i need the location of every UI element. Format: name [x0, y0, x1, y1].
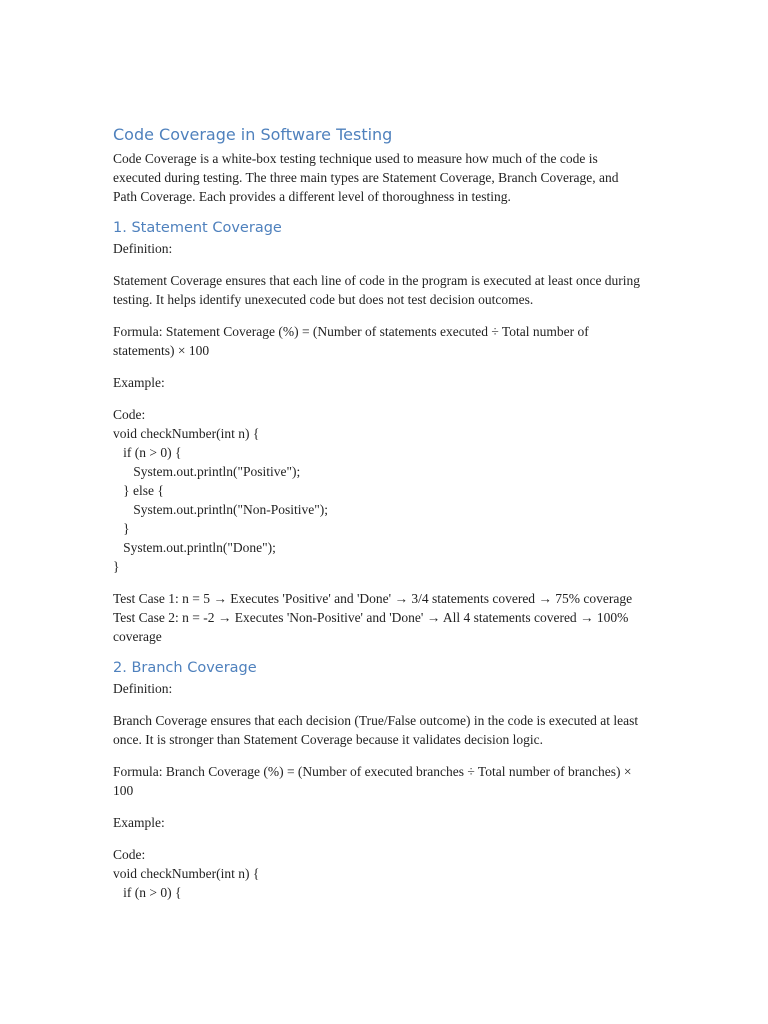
code-block	[113, 845, 643, 902]
section-heading-statement-coverage: 1. Statement Coverage	[113, 220, 282, 236]
definition-paragraph: Statement Coverage ensures that each line of code in the program is executed at least once during testing. It helps identify unexecuted code but does not test decision outcomes.	[113, 273, 641, 307]
code-label: Code:	[113, 847, 146, 862]
definition-paragraph: Branch Coverage ensures that each decision (True/False outcome) in the code is executed at least once. It is stronger than Statement Coverage because it validates decision logic.	[113, 713, 639, 747]
code-line: void checkNumber(int n) {	[113, 866, 260, 881]
section-heading-branch-coverage: 2. Branch Coverage	[113, 660, 257, 676]
intro-paragraph: Code Coverage is a white-box testing technique used to measure how much of the code is executed during testing. The three main types are Statement Coverage, Branch Coverage, and Path Coverage. Each provides a different level of thoroughness in testing.	[113, 151, 619, 204]
test-case-2: Test Case 2: n = -2 → Executes 'Non-Positive' and 'Done' → All 4 statements covered → 100% coverage	[113, 610, 629, 644]
code-line: } else {	[113, 483, 164, 498]
code-block	[113, 405, 643, 576]
code-line: }	[113, 521, 130, 536]
example-label: Example:	[113, 375, 165, 390]
code-line: System.out.println("Non-Positive");	[113, 502, 329, 517]
code-line: System.out.println("Done");	[113, 540, 276, 555]
example-label: Example:	[113, 815, 165, 830]
code-line: }	[113, 559, 120, 574]
document-title: Code Coverage in Software Testing	[113, 125, 393, 144]
definition-label: Definition:	[113, 241, 173, 256]
code-line: System.out.println("Positive");	[113, 464, 301, 479]
test-case-1: Test Case 1: n = 5 → Executes 'Positive' and 'Done' → 3/4 statements covered → 75% coverage	[113, 591, 633, 606]
document-content	[113, 123, 643, 902]
code-line: void checkNumber(int n) {	[113, 426, 260, 441]
code-label: Code:	[113, 407, 146, 422]
formula-paragraph: Formula: Branch Coverage (%) = (Number of executed branches ÷ Total number of branches) × 100	[113, 764, 632, 798]
code-line: if (n > 0) {	[113, 445, 182, 460]
formula-paragraph: Formula: Statement Coverage (%) = (Number of statements executed ÷ Total number of statements) × 100	[113, 324, 589, 358]
definition-label: Definition:	[113, 681, 173, 696]
code-line: if (n > 0) {	[113, 885, 182, 900]
